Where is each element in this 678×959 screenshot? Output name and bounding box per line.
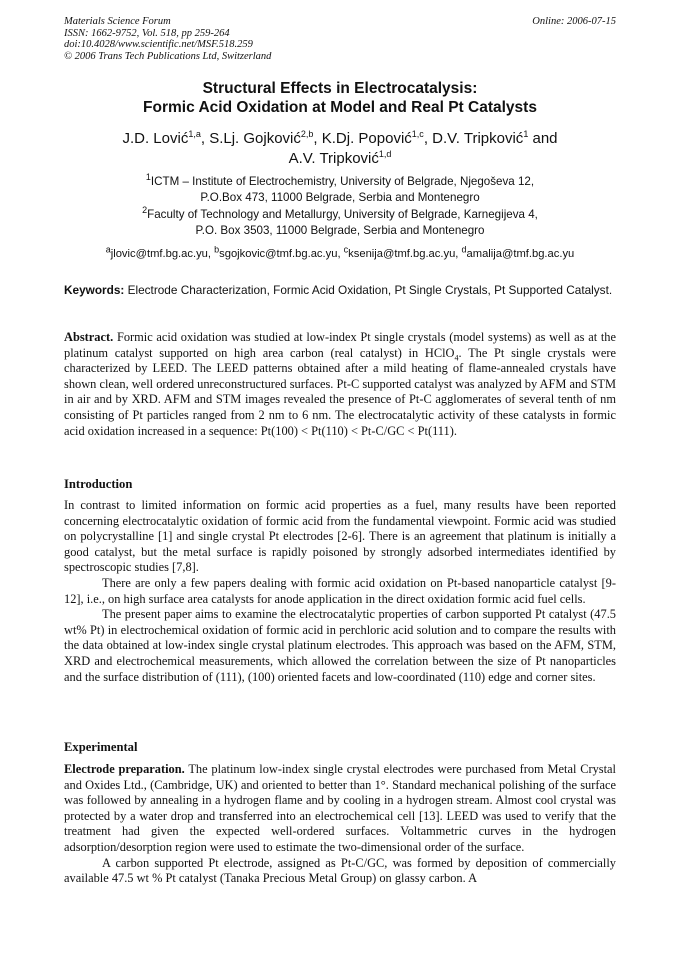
keywords-text: Electrode Characterization, Formic Acid Oxidation, Pt Single Crystals, Pt Supported Catalyst. xyxy=(127,283,613,297)
journal-header xyxy=(64,16,616,62)
intro-paragraph-2: There are only a few papers dealing with formic acid oxidation on Pt-based nanoparticle catalyst [9-12], i.e., on high surface area catalysts for anode application in the direct oxidation formic acid fuel cells. xyxy=(64,575,616,606)
keywords-label: Keywords: xyxy=(64,283,125,297)
affiliation-2-line-1 xyxy=(64,207,616,223)
author-line-2 xyxy=(64,149,616,169)
paper-title xyxy=(64,79,616,117)
affiliation-text: ICTM – Institute of Electrochemistry, University of Belgrade, Njegoševa 12, xyxy=(150,175,535,188)
email-address[interactable]: jlovic@tmf.bg.ac.yu xyxy=(110,248,208,260)
affiliation-text: Faculty of Technology and Metallurgy, University of Belgrade, Karnegijeva 4, xyxy=(147,208,538,221)
email-address[interactable]: sgojkovic@tmf.bg.ac.yu xyxy=(219,248,338,260)
online-date: Online: 2006-07-15 xyxy=(532,16,616,27)
author-name: S.Lj. Gojković xyxy=(209,130,301,147)
email-mark: b xyxy=(214,244,220,255)
title-line-1: Structural Effects in Electrocatalysis: xyxy=(202,80,478,97)
intro-paragraph-1: In contrast to limited information on formic acid properties as a fuel, many results have been reported concerning electrocatalytic oxidation of formic acid from the fundamental viewpoint. Formic acid was studied on polycrystalline [1] and single crystal Pt electrodes [2-6]. There is an agreement that platinum is initially a good catalyst, but the metal surface is rapidly poisoned by strongly adsorbed intermediates identified by spectroscopic studies [7,8]. xyxy=(64,498,616,575)
experimental-paragraph-1 xyxy=(64,762,616,856)
abstract xyxy=(64,330,616,439)
author-separator: and xyxy=(528,130,558,147)
electrode-preparation-label: Electrode preparation. xyxy=(64,762,185,776)
affiliation-mark: 2 xyxy=(142,205,148,216)
email-mark: d xyxy=(461,244,467,255)
doi-line: doi:10.4028/www.scientific.net/MSF.518.259 xyxy=(64,39,253,50)
author-separator: , xyxy=(200,130,210,147)
affiliation-mark: 1 xyxy=(145,172,151,183)
experimental-paragraph-2: A carbon supported Pt electrode, assigned as Pt-C/GC, was formed by deposition of commercially available 47.5 wt % Pt catalyst (Tanaka Precious Metal Group) on glassy carbon. A xyxy=(64,855,616,886)
author-list xyxy=(64,129,616,169)
affiliation-1-line-1 xyxy=(64,174,616,190)
email-mark: a xyxy=(105,244,111,255)
author-separator: , xyxy=(313,130,322,147)
experimental-body xyxy=(64,762,616,887)
intro-paragraph-3: The present paper aims to examine the electrocatalytic properties of carbon supported Pt catalyst (47.5 wt% Pt) in electrochemical oxidation of formic acid in perchloric acid solution and to compare the results with the data obtained at low-index single crystal platinum electrodes. This approach was based on the AFM, STM, XRD and electrochemical measurements, which allowed the correlation between the size of Pt nanoparticles and the surface distribution of (111), (100) oriented facets and low-coordinated (110) edge and corner sites. xyxy=(64,607,616,684)
affiliation-2 xyxy=(64,207,616,238)
abstract-subscript: 4 xyxy=(454,353,459,363)
author-affil-mark: 1,c xyxy=(411,129,424,139)
affiliation-1 xyxy=(64,174,616,205)
abstract-label: Abstract. xyxy=(64,330,114,344)
email-list: $^a$jlovic@tmf.bg.ac.yu, $^b$sgojkovic@tmf.bg.ac.yu, $^c$ksenija@tmf.bg.ac.yu, $^d$amalija@tmf.bg.ac.yu xyxy=(105,244,575,260)
issn-line: ISSN: 1662-9752, Vol. 518, pp 259-264 xyxy=(64,27,230,39)
email-address[interactable]: ksenija@tmf.bg.ac.yu xyxy=(348,248,456,260)
copyright-line: © 2006 Trans Tech Publications Ltd, Switzerland xyxy=(64,50,272,62)
author-name: A.V. Tripković xyxy=(288,150,379,167)
abstract-text-a: Formic acid oxidation was studied at low-index Pt single crystals (model systems) as well as at the platinum catalyst supported on high area carbon (real catalyst) in HClO xyxy=(64,330,616,360)
journal-name: Materials Science Forum xyxy=(64,16,171,27)
author-affil-mark: 1 xyxy=(523,129,529,139)
author-separator: , xyxy=(423,130,433,147)
author-affil-mark: 1,d xyxy=(378,149,392,159)
title-line-2: Formic Acid Oxidation at Model and Real Pt Catalysts xyxy=(143,99,537,116)
author-affil-mark: 1,a xyxy=(188,129,201,139)
experimental-paragraph-1-text: The platinum low-index single crystal electrodes were purchased from Metal Crystal and Oxides Ltd., (Cambridge, UK) and oriented to better than 1°. Standard mechanical polishing of the surface was followed by annealing in a hydrogen flame and by cooling in a hydrogen stream. Almost cool crystal was protected by a water drop and transferred into an electrochemical cell [13]. LEED was used to verify that the treatment had given the expected well-ordered surfaces. Voltammetric curves in the hydrogen adsorption/desorption region were used to estimate the two-dimensional order of the surface. xyxy=(64,762,617,854)
author-name: J.D. Lović xyxy=(122,130,189,147)
experimental-heading: Experimental xyxy=(64,740,138,754)
affiliation-1-line-2: P.O.Box 473, 11000 Belgrade, Serbia and Montenegro xyxy=(200,190,480,204)
introduction-body xyxy=(64,498,616,685)
author-name: D.V. Tripković xyxy=(432,130,524,147)
email-mark: c xyxy=(343,244,349,255)
author-line-1 xyxy=(64,129,616,149)
author-name: K.Dj. Popović xyxy=(321,130,412,147)
abstract-text-b: . The Pt single crystals were characterized by LEED. The LEED patterns obtained after a mild heating of flame-annealed crystals have shown clean, well ordered unreconstructured surfaces. Pt-C supported catalyst was analyzed by AFM and STM in air and by XRD. AFM and STM images revealed the presence of Pt-C agglomerates of several tenth of nm consisting of Pt particles ranged from 2 nm to 6 nm. The electrocatalytic activity of these catalysts in formic acid oxidation increased in a sequence: Pt(100) < Pt(110) < Pt-C/GC < Pt(111). xyxy=(64,345,617,438)
email-address[interactable]: amalija@tmf.bg.ac.yu xyxy=(466,248,575,260)
author-affil-mark: 2,b xyxy=(300,129,314,139)
introduction-heading: Introduction xyxy=(64,477,133,491)
keywords xyxy=(64,283,616,299)
affiliation-2-line-2: P.O. Box 3503, 11000 Belgrade, Serbia and Montenegro xyxy=(195,223,485,237)
